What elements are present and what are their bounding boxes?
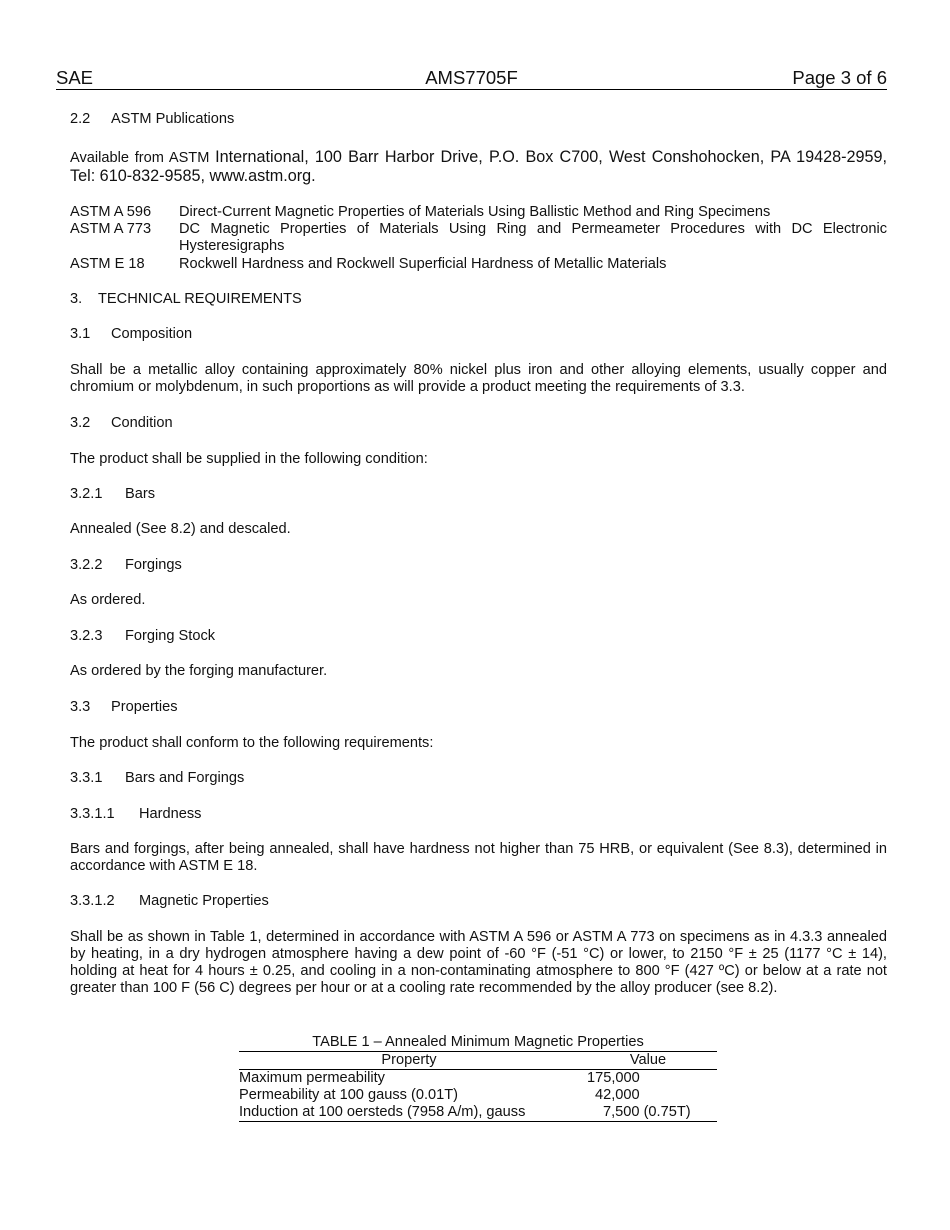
table-row [239,1104,717,1122]
section-3-2-1-heading: 3.2.1 Bars [70,486,156,502]
section-3-2-1-text: Annealed (See 8.2) and descaled. [70,521,291,537]
section-3-3-1-heading: 3.3.1 Bars and Forgings [70,770,245,786]
section-3-3-1-1-text: Bars and forgings, after being annealed, shall have hardness not higher than 75 HRB, or equivalent (See 8.3), determined in accordance with ASTM E 18. [70,841,887,874]
column-header-value: Value [579,1052,717,1070]
page-header [56,67,887,90]
table-caption: TABLE 1 – Annealed Minimum Magnetic Properties [239,1034,717,1052]
section-3-3-1-2-heading: 3.3.1.2 Magnetic Properties [70,893,269,909]
section-3-3-heading: 3.3 Properties [70,699,178,715]
table-row [239,1087,717,1104]
section-3-1-heading: 3.1 Composition [70,326,193,342]
table-cell-value: 7,500 (0.75T) [579,1104,717,1122]
section-3-3-1-1-heading: 3.3.1.1 Hardness [70,806,202,822]
section-3-3-1-2-text: Shall be as shown in Table 1, determined in accordance with ASTM A 596 or ASTM A 773 on specimens as in 4.3.3 annealed by heating, in a dry hydrogen atmosphere having a dew point of -60 °F (-51 °C) or lower, to 2150 °F ± 25 (1177 °C ± 14), holding at heat for 4 hours ± 0.25, and cooling in a non-contaminating atmosphere to 800 °F (427 ºC) or below at a rate not greater than 100 F (56 C) degrees per hour or at a cooling rate recommended by the alloy producer (see 8.2). [70,929,887,996]
table-cell-property: Induction at 100 oersteds (7958 A/m), gauss [239,1104,579,1122]
section-3-2-text: The product shall be supplied in the following condition: [70,451,428,467]
section-3-2-2-text: As ordered. [70,592,146,608]
section-3-heading: 3. TECHNICAL REQUIREMENTS [70,291,302,307]
section-3-2-2-heading: 3.2.2 Forgings [70,557,182,573]
header-doc-id: AMS7705F [425,67,518,88]
section-3-2-heading: 3.2 Condition [70,415,173,431]
section-3-2-3-text: As ordered by the forging manufacturer. [70,663,328,679]
header-page-number: Page 3 of 6 [792,67,887,88]
column-header-property: Property [239,1052,579,1070]
table-cell-value: 42,000 [595,1087,640,1103]
table-row [239,1070,717,1088]
section-3-3-text: The product shall conform to the following requirements: [70,735,434,751]
section-2-2-heading: 2.2 ASTM Publications [70,111,235,127]
section-3-1-text: Shall be a metallic alloy containing approximately 80% nickel plus iron and other alloying elements, usually copper and chromium or molybdenum, in such proportions as will provide a product meeting the requirements of 3.3. [70,362,887,395]
table-cell-value: 175,000 [587,1070,640,1086]
table-header-row [239,1052,717,1070]
header-org: SAE [56,67,94,88]
section-3-2-3-heading: 3.2.3 Forging Stock [70,628,216,644]
table-cell-property: Permeability at 100 gauss (0.01T) [239,1087,459,1103]
table-cell-property: Maximum permeability [239,1070,385,1086]
astm-availability-text: Available from ASTM International, 100 Barr Harbor Drive, P.O. Box C700, West Conshohocken, PA 19428-2959, Tel: 610-832-9585, www.astm.org. [70,148,887,185]
table-1-magnetic-properties [239,1034,717,1122]
